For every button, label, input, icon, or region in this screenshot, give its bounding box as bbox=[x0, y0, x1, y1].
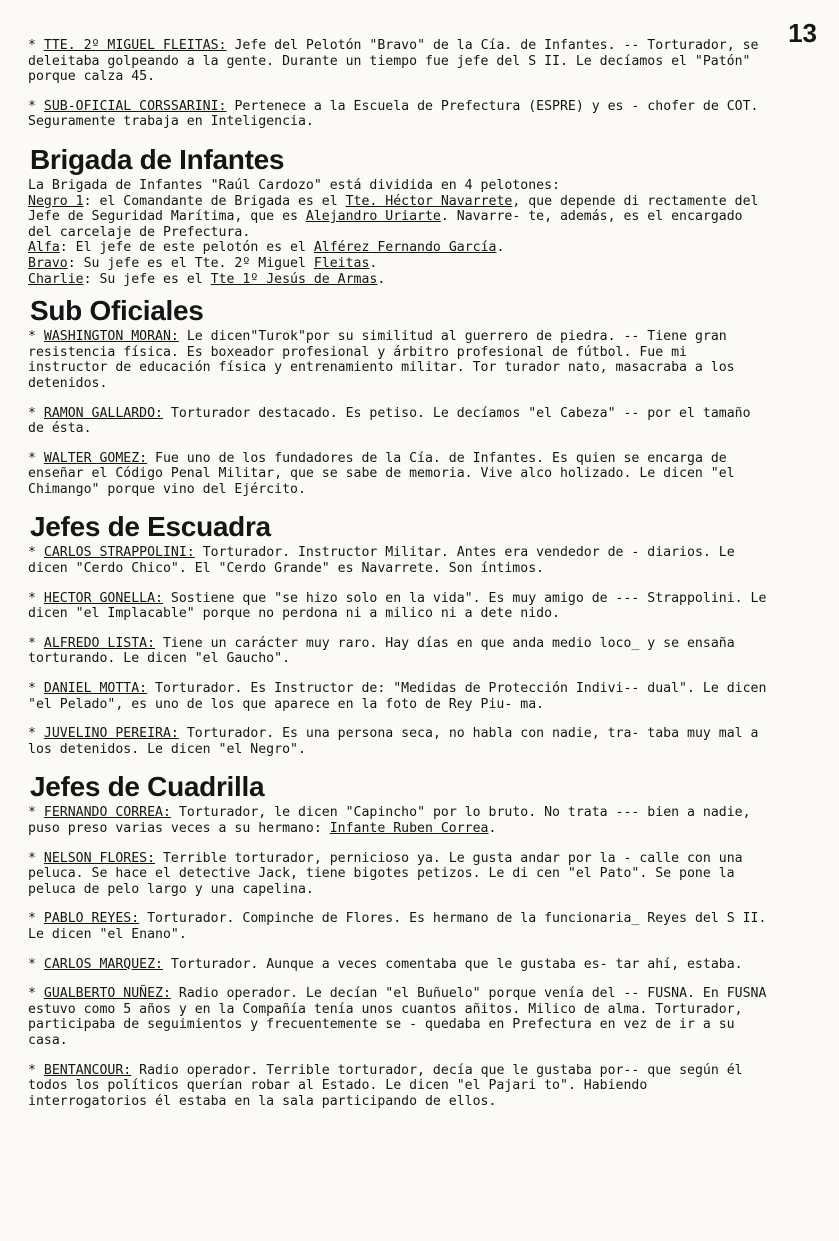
page-number: 13 bbox=[788, 18, 817, 48]
entry-text: Terrible torturador, pernicioso ya. Le gusta andar por la - calle con una peluca. Se hace el detective Jack, tiene bigotes petizos. Le di cen "el Pato". Se pone la peluca de pelo largo y una capelina. bbox=[28, 850, 743, 897]
entry-pereira: * JUVELINO PEREIRA: Torturador. Es una persona seca, no habla con nadie, tra- taba muy mal a los detenidos. Le dicen "el Negro". bbox=[28, 726, 759, 757]
heading-jefes-escuadra: Jefes de Escuadra bbox=[30, 511, 271, 543]
entry-text: Tiene un carácter muy raro. Hay días en que anda medio loco_ y se ensaña torturando. Le dicen "el Gaucho". bbox=[28, 635, 735, 667]
entry-gomez: * WALTER GOMEZ: Fue uno de los fundadores de la Cía. de Infantes. Es quien se encarga de enseñar el Código Penal Militar, que se sabe de memoria. Vive alco holizado. Le dicen "el Chimango" porque vino del Ejército. bbox=[28, 450, 735, 497]
entry-name: PABLO REYES: bbox=[43, 911, 140, 927]
peloton-label-bravo: Bravo bbox=[28, 255, 68, 271]
heading-brigada: Brigada de Infantes bbox=[30, 143, 285, 175]
entry-text: Torturador. Es una persona seca, no habla con nadie, tra- taba muy mal a los detenidos. Le dicen "el Negro". bbox=[28, 726, 759, 757]
entry-flores: * NELSON FLORES: Terrible torturador, pernicioso ya. Le gusta andar por la - calle con una peluca. Se hace el detective Jack, tiene bigotes petizos. Le di cen "el Pato". Se pone la peluca de pelo largo y una capelina. bbox=[28, 850, 743, 897]
entry-name: NELSON FLORES: bbox=[43, 850, 156, 866]
entry-name: DANIEL MOTTA: bbox=[43, 681, 148, 697]
entry-gallardo: * RAMON GALLARDO: Torturador destacado. Es petiso. Le decíamos "el Cabeza" -- por el tamaño de ésta. bbox=[28, 405, 751, 437]
peloton-text: . bbox=[496, 240, 505, 256]
entry-text: Jefe del Pelotón "Bravo" de la Cía. de Infantes. -- Torturador, se deleitaba golpeando a la gente. Durante un tiempo fue jefe del S II. Le decíamos el "Patón" porque calza 45. bbox=[28, 38, 759, 85]
peloton-chief: Alejandro Uriarte bbox=[305, 209, 441, 225]
entry-text: Radio operador. Le decían "el Buñuelo" porque venía del -- FUSNA. En FUSNA estuvo como 5 años y en la Compañía tenía unos cuantos añitos. Milico de alma. Torturador, participaba de seguimientos y frecuentemente se - quedaba en Prefectura en vez de ir a su casa. bbox=[28, 986, 767, 1048]
peloton-commander: Tte. Héctor Navarrete bbox=[345, 193, 513, 209]
entry-strappolini: * CARLOS STRAPPOLINI: Torturador. Instructor Militar. Antes era vendedor de - diarios. Le dicen "Cerdo Chico". El "Cerdo Grande" es Navarrete. Son íntimos. bbox=[28, 545, 735, 577]
peloton-chief: Fleitas bbox=[313, 255, 370, 271]
peloton-text: . Navarre- te, además, es el encargado del carcelaje de Prefectura. bbox=[28, 209, 743, 240]
entry-text: Pertenece a la Escuela de Prefectura (ESPRE) y es - chofer de COT. Seguramente trabaja en Inteligencia. bbox=[28, 98, 759, 130]
entry-name: TTE. 2º MIGUEL FLEITAS: bbox=[43, 38, 227, 53]
peloton-text: : El jefe de este pelotón es el bbox=[59, 240, 314, 256]
entry-text: Torturador. Compinche de Flores. Es hermano de la funcionaria_ Reyes del S II. Le dicen "el Enano". bbox=[28, 911, 767, 942]
entry-text: Le dicen"Turok"por su similitud al guerrero de piedra. -- Tiene gran resistencia física. Es boxeador profesional y árbitro profesional de fútbol. Fue mi instructor de educación física y entrenamiento militar. Tor turador nato, masacraba a los detenidos. bbox=[28, 329, 735, 391]
entry-brother: Infante Ruben Correa bbox=[329, 821, 489, 836]
peloton-text: : Su jefe es el bbox=[83, 271, 211, 287]
entry-text: Torturador destacado. Es petiso. Le decíamos "el Cabeza" -- por el tamaño de ésta. bbox=[28, 405, 751, 437]
entry-corssarini: * SUB-OFICIAL CORSSARINI: Pertenece a la Escuela de Prefectura (ESPRE) y es - chofer de COT. Seguramente trabaja en Inteligencia. bbox=[28, 98, 759, 130]
entry-fleitas: * TTE. 2º MIGUEL FLEITAS: Jefe del Pelotón "Bravo" de la Cía. de Infantes. -- Torturador, se deleitaba golpeando a la gente. Durante un tiempo fue jefe del S II. Le decíamos el "Patón" porque calza 45. bbox=[28, 38, 759, 85]
entry-reyes: * PABLO REYES: Torturador. Compinche de Flores. Es hermano de la funcionaria_ Reyes del S II. Le dicen "el Enano". bbox=[28, 911, 767, 942]
heading-sub-oficiales: Sub Oficiales bbox=[30, 295, 204, 327]
entry-text: Sostiene que "se hizo solo en la vida". Es muy amigo de --- Strappolini. Le dicen "el Implacable" porque no perdona ni a milico ni a dete nido. bbox=[28, 590, 767, 622]
entry-name: WALTER GOMEZ: bbox=[43, 450, 148, 466]
entry-gonella: * HECTOR GONELLA: Sostiene que "se hizo solo en la vida". Es muy amigo de --- Strappolini. Le dicen "el Implacable" porque no perdona ni a milico ni a dete nido. bbox=[28, 590, 767, 622]
entry-text: Torturador, le dicen "Capincho" por lo bruto. No trata --- bien a nadie, puso preso varias veces a su hermano: bbox=[28, 805, 751, 836]
entry-lista: * ALFREDO LISTA: Tiene un carácter muy raro. Hay días en que anda medio loco_ y se ensaña torturando. Le dicen "el Gaucho". bbox=[28, 635, 735, 667]
entry-correa: * FERNANDO CORREA: Torturador, le dicen "Capincho" por lo bruto. No trata --- bien a nadie, puso preso varias veces a su hermano: Infante Ruben Correa. bbox=[28, 805, 751, 836]
peloton-text: , que depende di rectamente del Jefe de Seguridad Marítima, que es bbox=[28, 193, 759, 225]
peloton-label-negro: Negro 1 bbox=[28, 193, 84, 209]
peloton-label-charlie: Charlie bbox=[28, 271, 84, 287]
entry-text: . bbox=[488, 821, 497, 836]
entry-text: Torturador. Aunque a veces comentaba que le gustaba es- tar ahí, estaba. bbox=[162, 956, 743, 972]
entry-name: GUALBERTO NUÑEZ: bbox=[43, 986, 171, 1002]
entry-bentancour: * BENTANCOUR: Radio operador. Terrible torturador, decía que le gustaba por-- que según él todos los políticos querían robar al Estado. Le dicen "el Pajari to". Habiendo interrogatorios él estaba en la sala participando de ellos. bbox=[28, 1062, 743, 1109]
peloton-chief: Tte 1º Jesús de Armas bbox=[210, 271, 378, 287]
entry-name: FERNANDO CORREA: bbox=[43, 805, 171, 821]
peloton-text: . bbox=[377, 271, 386, 287]
entry-name: BENTANCOUR: bbox=[43, 1062, 132, 1078]
entry-name: RAMON GALLARDO: bbox=[43, 405, 163, 421]
entry-nunez: * GUALBERTO NUÑEZ: Radio operador. Le decían "el Buñuelo" porque venía del -- FUSNA. En FUSNA estuvo como 5 años y en la Compañía tenía unos cuantos añitos. Milico de alma. Torturador, participaba de seguimientos y frecuentemente se - quedaba en Prefectura en vez de ir a su casa. bbox=[28, 986, 767, 1048]
entry-text: Torturador. Es Instructor de: "Medidas de Protección Indivi-- dual". Le dicen "el Pelado", es uno de los que aparece en la foto de Rey Piu- ma. bbox=[28, 681, 767, 712]
entry-text: Radio operador. Terrible torturador, decía que le gustaba por-- que según él todos los políticos querían robar al Estado. Le dicen "el Pajari to". Habiendo interrogatorios él estaba en la sala participando de ellos. bbox=[28, 1062, 743, 1109]
entry-motta: * DANIEL MOTTA: Torturador. Es Instructor de: "Medidas de Protección Indivi-- dual". Le dicen "el Pelado", es uno de los que aparece en la foto de Rey Piu- ma. bbox=[28, 681, 767, 712]
peloton-text: : Su jefe es el Tte. 2º Miguel bbox=[67, 255, 314, 271]
entry-name: WASHINGTON MORAN: bbox=[43, 329, 179, 345]
peloton-label-alfa: Alfa bbox=[28, 240, 60, 256]
entry-name: ALFREDO LISTA: bbox=[43, 635, 156, 651]
brigada-intro: La Brigada de Infantes "Raúl Cardozo" está dividida en 4 pelotones: bbox=[28, 177, 560, 193]
entry-marquez: * CARLOS MARQUEZ: Torturador. Aunque a veces comentaba que le gustaba es- tar ahí, estaba. bbox=[28, 956, 743, 972]
entry-text: Torturador. Instructor Militar. Antes era vendedor de - diarios. Le dicen "Cerdo Chico". El "Cerdo Grande" es Navarrete. Son íntimos. bbox=[28, 545, 735, 577]
brigada-section bbox=[28, 178, 773, 287]
peloton-text: . bbox=[369, 255, 378, 271]
heading-jefes-cuadrilla: Jefes de Cuadrilla bbox=[30, 771, 265, 803]
entry-name: CARLOS MARQUEZ: bbox=[43, 956, 163, 972]
document-body bbox=[28, 38, 773, 1123]
entry-name: HECTOR GONELLA: bbox=[43, 590, 163, 606]
peloton-chief: Alférez Fernando García bbox=[313, 240, 497, 256]
entry-moran: * WASHINGTON MORAN: Le dicen"Turok"por su similitud al guerrero de piedra. -- Tiene gran resistencia física. Es boxeador profesional y árbitro profesional de fútbol. Fue mi instructor de educación física y entrenamiento militar. Tor turador nato, masacraba a los detenidos. bbox=[28, 329, 735, 391]
entry-name: JUVELINO PEREIRA: bbox=[43, 726, 179, 742]
entry-name: CARLOS STRAPPOLINI: bbox=[43, 545, 195, 561]
peloton-text: : el Comandante de Brigada es el bbox=[83, 193, 346, 209]
entry-text: Fue uno de los fundadores de la Cía. de Infantes. Es quien se encarga de enseñar el Código Penal Militar, que se sabe de memoria. Vive alco holizado. Le dicen "el Chimango" porque vino del Ejército. bbox=[28, 450, 735, 497]
entry-name: SUB-OFICIAL CORSSARINI: bbox=[43, 98, 227, 114]
